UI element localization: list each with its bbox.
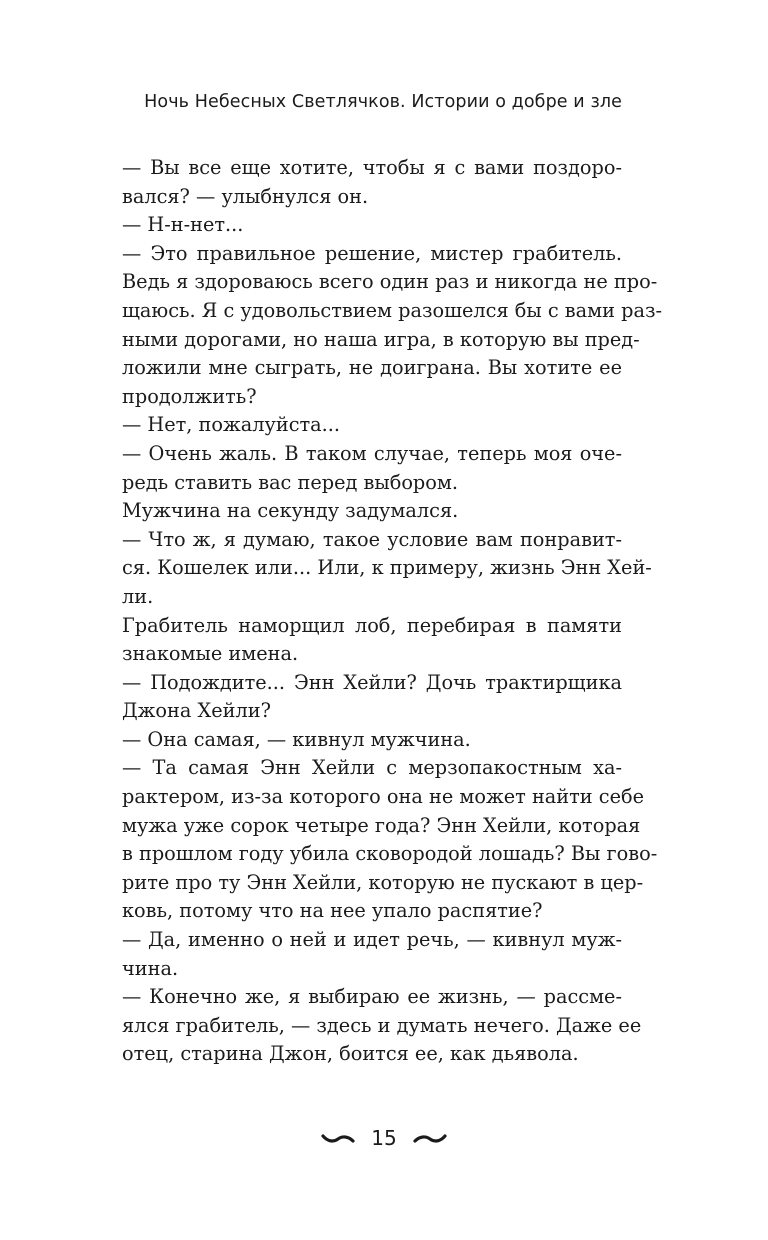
swash-left-ornament [321,1131,355,1145]
text-line: продолжить? [122,384,257,408]
text-line: — Очень жаль. В таком случае, теперь моя оче- [122,441,622,465]
text-line: ложили мне сыграть, не доиграна. Вы хотите ее [122,356,622,380]
page-folio [0,1126,768,1150]
text-line: — Подождите... Энн Хейли? Дочь трактирщика [122,670,622,694]
text-line: чина. [122,956,179,980]
text-line: ялся грабитель, — здесь и думать нечего. Даже ее [122,1013,642,1037]
text-line: — Та самая Энн Хейли с мерзопакостным ха- [122,756,622,780]
text-line: в прошлом году убила сковородой лошадь? Вы гово- [122,842,658,866]
running-head: Ночь Небесных Светлячков. Истории о добре и зле [144,92,622,112]
text-line: Грабитель наморщил лоб, перебирая в памяти [122,613,622,637]
text-line: Ведь я здороваюсь всего один раз и никогда не про- [122,270,658,294]
text-line: — Да, именно о ней и идет речь, — кивнул муж- [122,928,622,952]
text-line: щаюсь. Я с удовольствием разошелся бы с вами раз- [122,298,662,322]
text-line: — Конечно же, я выбираю ее жизнь, — рассме- [122,985,622,1009]
text-line: Мужчина на секунду задумался. [122,499,459,523]
text-line: — Что ж, я думаю, такое условие вам понравит- [122,527,622,551]
text-line: ли. [122,584,154,608]
body-text [122,154,662,1069]
text-line: Джона Хейли? [122,699,271,723]
text-line: — Н-н-нет... [122,213,244,237]
text-line: мужа уже сорок четыре года? Энн Хейли, которая [122,813,641,837]
text-line: вался? — улыбнулся он. [122,184,369,208]
page-number: 15 [371,1126,397,1150]
text-line: — Вы все еще хотите, чтобы я с вами поздоро- [122,156,622,179]
text-line: знакомые имена. [122,642,299,666]
text-line: ными дорогами, но наша игра, в которую вы пред- [122,327,640,351]
text-line: рактером, из-за которого она не может найти себе [122,785,645,809]
text-line: отец, старина Джон, боится ее, как дьявола. [122,1042,579,1066]
text-line: ся. Кошелек или... Или, к примеру, жизнь Энн Хей- [122,556,652,580]
text-line: редь ставить вас перед выбором. [122,470,459,494]
text-line: — Она самая, — кивнул мужчина. [122,727,471,751]
text-line: — Нет, пожалуйста... [122,413,341,437]
text-line: ковь, потому что на нее упало распятие? [122,899,543,923]
swash-right-ornament [413,1131,447,1145]
text-line: — Это правильное решение, мистер грабитель. [122,241,622,265]
text-line: рите про ту Энн Хейли, которую не пускают в цер- [122,870,644,894]
